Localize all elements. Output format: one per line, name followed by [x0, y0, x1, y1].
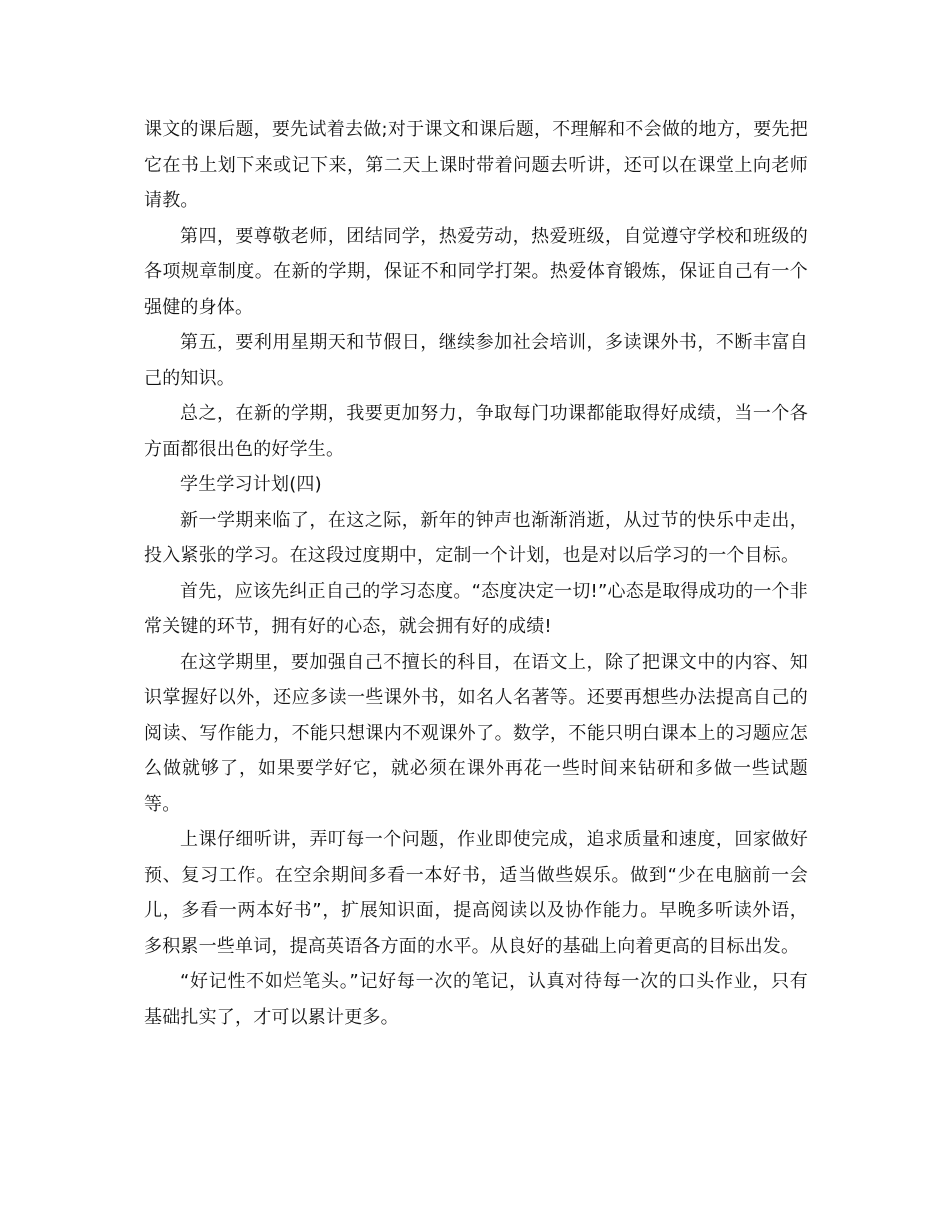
- paragraph-weak-subjects: 在这学期里，要加强自己不擅长的科目，在语文上，除了把课文中的内容、知识掌握好以外，还应多读一些课外书，如名人名著等。还要再想些办法提高自己的阅读、写作能力，不能只想课内不观课外了。数学，不能只明白课本上的习题应怎么做就够了，如果要学好它，就必须在课外再花一些时间来钻研和多做一些试题等。: [144, 651, 808, 815]
- paragraph-attitude: 首先，应该先纠正自己的学习态度。“态度决定一切!”心态是取得成功的一个非常关键的环节，拥有好的心态，就会拥有好的成绩!: [144, 580, 808, 637]
- document-page: [144, 112, 808, 1035]
- section-heading: 学生学习计划(四): [180, 474, 322, 495]
- paragraph-fourth-point: 第四，要尊敬老师，团结同学，热爱劳动，热爱班级，自觉遵守学校和班级的各项规章制度。在新的学期，保证不和同学打架。热爱体育锻炼，保证自己有一个强健的身体。: [144, 225, 808, 318]
- paragraph-continuation: 课文的课后题，要先试着去做;对于课文和课后题，不理解和不会做的地方，要先把它在书上划下来或记下来，第二天上课时带着问题去听讲，还可以在课堂上向老师请教。: [144, 119, 808, 211]
- paragraph-fifth-point: 第五，要利用星期天和节假日，继续参加社会培训，多读课外书，不断丰富自己的知识。: [144, 332, 808, 389]
- paragraph-intro: 新一学期来临了，在这之际，新年的钟声也渐渐消逝，从过节的快乐中走出，投入紧张的学习。在这段过度期中，定制一个计划，也是对以后学习的一个目标。: [144, 509, 808, 566]
- paragraph-class-habits: 上课仔细听讲，弄叮每一个问题，作业即使完成，追求质量和速度，回家做好预、复习工作。在空余期间多看一本好书，适当做些娱乐。做到“少在电脑前一会儿，多看一两本好书”，扩展知识面，提高阅读以及协作能力。早晚多听读外语，多积累一些单词，提高英语各方面的水平。从良好的基础上向着更高的目标出发。: [144, 829, 808, 957]
- paragraph-summary: 总之，在新的学期，我要更加努力，争取每门功课都能取得好成绩，当一个各方面都很出色的好学生。: [144, 403, 808, 460]
- paragraph-notes: “好记性不如烂笔头。”记好每一次的笔记，认真对待每一次的口头作业，只有基础扎实了，才可以累计更多。: [144, 971, 808, 1028]
